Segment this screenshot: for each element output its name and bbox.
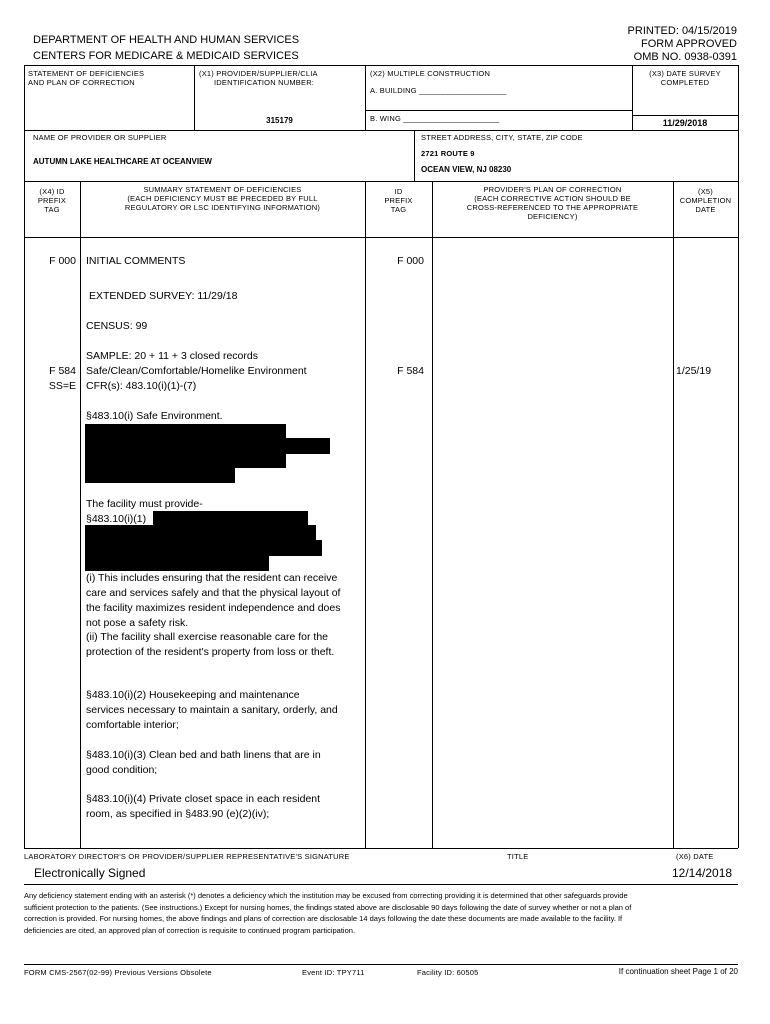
x3-label: (X3) DATE SURVEY COMPLETED [649, 69, 721, 87]
provider-label: NAME OF PROVIDER OR SUPPLIER [33, 133, 167, 142]
paragraph-ii: (ii) The facility shall exercise reasonable care for the protection of the resident's property from loss or theft. [86, 631, 335, 658]
provider-id-number: 315179 [266, 116, 293, 125]
safe-environment: §483.10(i) Safe Environment. [86, 410, 223, 422]
disclaimer: Any deficiency statement ending with an asterisk (*) denotes a deficiency which the institution may be excused from correcting providing it is determined that other safeguards provide sufficient protection to the patients. (See instructions.) Except for nursing homes, the findings stated above are disclosable 90 days following the date of survey whether or not a plan of correction is provided. For nursing homes, the above findings and plans of correction are disclosable 14 days following the date these documents are made available to the facility. If deficiencies are cited, an approved plan of correction is requisite to continued program participation. [24, 891, 632, 935]
summary-header: SUMMARY STATEMENT OF DEFICIENCIES (EACH DEFICIENCY MUST BE PRECEDED BY FULL REGULATORY OR LSC IDENTIFYING INFORMATION) [124, 185, 321, 212]
agency-line-1: DEPARTMENT OF HEALTH AND HUMAN SERVICES [33, 34, 300, 46]
agency-line-2: CENTERS FOR MEDICARE & MEDICAID SERVICES [33, 50, 299, 62]
statement-label: STATEMENT OF DEFICIENCIES AND PLAN OF CORRECTION [28, 69, 145, 87]
completion-date-f584: 1/25/19 [676, 365, 712, 377]
title-label: TITLE [507, 852, 529, 861]
census: CENSUS: 99 [86, 320, 148, 332]
provider-name: AUTUMN LAKE HEALTHCARE AT OCEANVIEW [33, 157, 212, 166]
tag-f000: F 000 [49, 255, 76, 267]
x5-header: (X5) COMPLETION DATE [679, 187, 732, 214]
form-approved: FORM APPROVED [641, 38, 737, 50]
form-number: FORM CMS-2567(02-99) Previous Versions Obsolete [24, 968, 212, 977]
address-label: STREET ADDRESS, CITY, STATE, ZIP CODE [421, 133, 583, 142]
sample: SAMPLE: 20 + 11 + 3 closed records [86, 350, 258, 362]
survey-date: 11/29/2018 [662, 118, 708, 128]
signature-value: Electronically Signed [34, 866, 146, 880]
building-field: A. BUILDING ____________________ [370, 86, 507, 95]
severity-scope: SS=E [48, 380, 76, 392]
signature-label: LABORATORY DIRECTOR'S OR PROVIDER/SUPPLIER REPRESENTATIVE'S SIGNATURE [24, 852, 350, 861]
paragraph-i4: §483.10(i)(4) Private closet space in each resident room, as specified in §483.90 (e)(2)(iv); [86, 793, 321, 820]
paragraph-i2: §483.10(i)(2) Housekeeping and maintenance services necessary to maintain a sanitary, orderly, and comfortable interior; [86, 689, 338, 731]
f584-title-1: Safe/Clean/Comfortable/Homelike Environment [86, 365, 307, 377]
wing-field: B. WING ______________________ [370, 114, 500, 123]
printed-date: PRINTED: 04/15/2019 [627, 25, 737, 37]
tag-f584: F 584 [49, 365, 76, 377]
must-provide: The facility must provide- [86, 498, 203, 510]
x1-label: (X1) PROVIDER/SUPPLIER/CLIA IDENTIFICATION NUMBER: [199, 69, 318, 87]
redaction-block [85, 555, 269, 571]
id-header: ID PREFIX TAG [384, 187, 413, 214]
redaction-block [85, 525, 316, 541]
page-number: If continuation sheet Page 1 of 20 [618, 967, 738, 976]
f584-title-2: CFR(s): 483.10(i)(1)-(7) [86, 380, 197, 392]
redaction-block [85, 467, 235, 483]
signature-date: 12/14/2018 [672, 866, 733, 880]
initial-comments: INITIAL COMMENTS [86, 255, 186, 267]
section-i1: §483.10(i)(1) [86, 513, 147, 525]
x4-header: (X4) ID PREFIX TAG [37, 187, 67, 214]
facility-id: Facility ID: 60505 [417, 968, 479, 977]
address-line-2: OCEAN VIEW, NJ 08230 [421, 165, 512, 174]
id-f584: F 584 [397, 365, 424, 377]
address-line-1: 2721 ROUTE 9 [421, 149, 475, 158]
plan-header: PROVIDER'S PLAN OF CORRECTION (EACH CORRECTIVE ACTION SHOULD BE CROSS-REFERENCED TO THE APPROPRIATE DEFICIENCY) [466, 185, 639, 221]
omb-number: OMB NO. 0938-0391 [633, 51, 737, 63]
x2-label: (X2) MULTIPLE CONSTRUCTION [370, 69, 491, 78]
id-f000: F 000 [397, 255, 424, 267]
date-label: (X6) DATE [676, 852, 714, 861]
redaction-block [85, 452, 286, 468]
redaction-block [85, 540, 322, 556]
paragraph-i: (i) This includes ensuring that the resident can receive care and services safely and that the physical layout of the facility maximizes resident independence and does not pose a safety risk. [86, 572, 341, 629]
paragraph-i3: §483.10(i)(3) Clean bed and bath linens that are in good condition; [86, 749, 321, 776]
extended-survey: EXTENDED SURVEY: 11/29/18 [89, 290, 238, 302]
event-id: Event ID: TPY711 [302, 968, 365, 977]
